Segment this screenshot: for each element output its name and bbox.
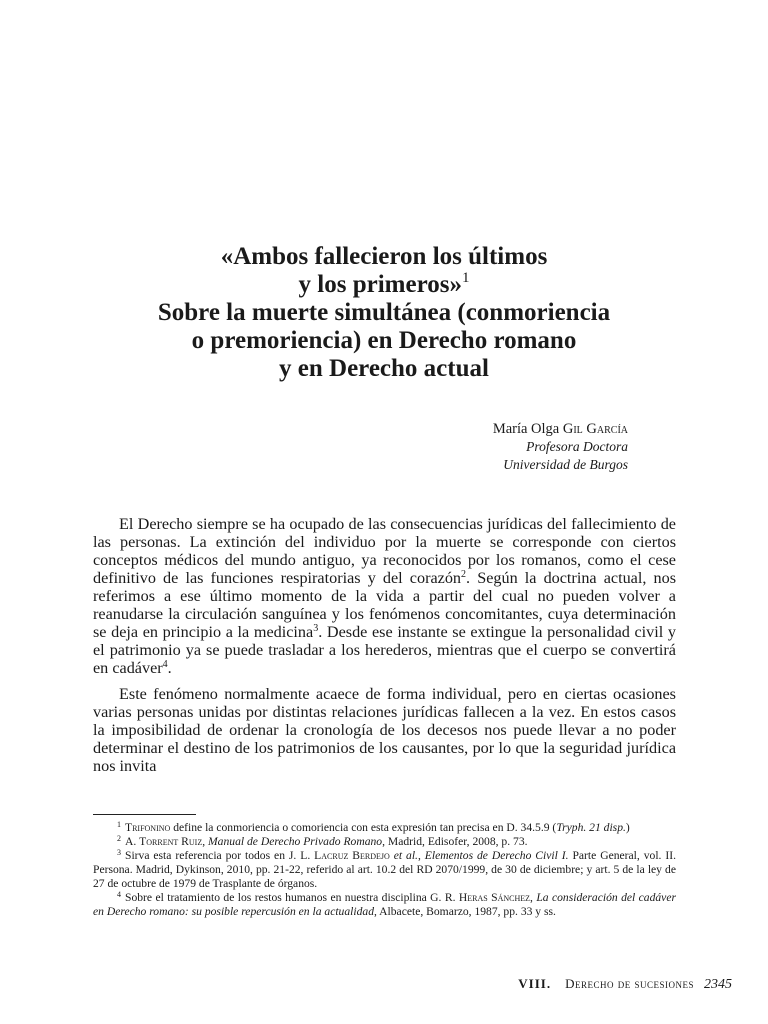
footnote-3-number: 3 [117, 848, 121, 857]
title-line-2-text: y los primeros» [298, 271, 462, 298]
footnote-4-text: , Albacete, Bomarzo, 1987, pp. 33 y ss. [374, 905, 556, 918]
footnote-3-author: Lacruz Berdejo [314, 849, 390, 862]
footnote-2-book: Manual de Derecho Privado Romano [208, 835, 383, 848]
footnote-3-sep: , [417, 849, 425, 862]
title-line-2 [60, 271, 708, 299]
footnotes [93, 821, 676, 919]
footnote-1-end: ) [625, 821, 630, 834]
footnote-ref-3: 3 [313, 623, 319, 634]
footnote-ref-4: 4 [162, 659, 168, 670]
footnote-3-text: Parte General, vol. II. Persona. Madrid, Dykinson, 2010, pp. 21-22, referido al art. 10.2 del RD 2070/1999, de 30 de diciembre; y art. 5 de la ley de 27 de octubre de 1979 de Trasplante de órganos. [93, 849, 676, 890]
body-paragraph-1 [93, 515, 676, 677]
footnote-4 [93, 891, 676, 919]
footnote-ref-2: 2 [461, 569, 467, 580]
footnote-4-lead: Sobre el tratamiento de los restos humanos en nuestra disciplina G. R. [125, 891, 459, 904]
author-institution: Universidad de Burgos [503, 457, 628, 472]
p1-text-1: El Derecho siempre se ha ocupado de las consecuencias jurídicas del fallecimiento de las personas. La extinción del individuo por la muerte se corresponde con ciertos conceptos médicos del mundo antiguo, ya reconocidos por los romanos, como el cese definitivo de las funciones respiratorias y del corazón [93, 515, 676, 587]
footnote-4-author: Heras Sánchez [458, 891, 531, 904]
footer-section-title: Derecho de sucesiones [565, 976, 694, 991]
title-footnote-ref: 1 [461, 270, 470, 286]
running-footer [518, 976, 732, 993]
p1-text-4: . [167, 659, 172, 677]
title-line-3: Sobre la muerte simultánea (conmoriencia [157, 299, 611, 326]
footnote-2-author: Torrent Ruiz [139, 835, 203, 848]
title-line-5: y en Derecho actual [279, 355, 489, 382]
footnote-2-number: 2 [117, 834, 121, 843]
body-text [93, 515, 676, 783]
footnote-2 [93, 835, 676, 849]
footnote-1-text: define la conmoriencia o comoriencia con esta expresión tan precisa en D. 34.5.9 ( [170, 821, 557, 834]
footnote-separator [93, 814, 196, 815]
footnote-2-text: , Madrid, Edisofer, 2008, p. 73. [382, 835, 528, 848]
footnote-3 [93, 849, 676, 891]
footnote-1-citation: Tryph. 21 disp. [556, 821, 626, 834]
p1-text-2: . Según la doctrina actual, nos referimos a ese último momento de la vida a partir del cual no pueden volver a reanudarse la circulación sanguínea y los fenómenos concomitantes, cuya determinación se deja en principio a la medicina [93, 569, 677, 641]
p1-text-3: . Desde ese instante se extingue la personalidad civil y el patrimonio ya se puede trasladar a los herederos, mientras que el cuerpo se convertirá en cadáver [93, 623, 676, 677]
footnote-3-lead: Sirva esta referencia por todos en J. L. [125, 849, 315, 862]
footnote-3-book: Elementos de Derecho Civil I. [424, 849, 569, 862]
author-position: Profesora Doctora [526, 439, 628, 454]
author-name [493, 420, 628, 438]
author-given-name: María Olga [492, 421, 560, 437]
article-title [60, 243, 708, 383]
footnote-1 [93, 821, 676, 835]
footnote-1-author: Trifonino [125, 821, 171, 834]
footnote-4-number: 4 [117, 890, 121, 899]
footnote-4-book: La consideración del cadáver en Derecho romano: su posible repercusión en la actualidad [93, 891, 676, 918]
footnote-3-etal: et al. [389, 849, 418, 862]
author-surname: Gil García [562, 421, 628, 437]
author-block [493, 420, 628, 474]
footnote-1-number: 1 [117, 820, 121, 829]
footer-section-number: VIII. [518, 976, 552, 991]
footnote-2-sep: , [202, 835, 209, 848]
footnote-2-initial: A. [125, 835, 140, 848]
footnote-4-sep: , [530, 891, 537, 904]
title-line-4: o premoriencia) en Derecho romano [191, 327, 577, 354]
page-number: 2345 [704, 977, 732, 992]
body-paragraph-2: Este fenómeno normalmente acaece de forma individual, pero en ciertas ocasiones varias personas unidas por distintas relaciones jurídicas fallecen a la vez. En estos casos la imposibilidad de ordenar la cronología de los decesos nos puede llevar a no poder determinar el destino de los patrimonios de los causantes, por lo que la seguridad jurídica nos invita [93, 685, 676, 775]
title-line-1: «Ambos fallecieron los últimos [220, 243, 548, 270]
